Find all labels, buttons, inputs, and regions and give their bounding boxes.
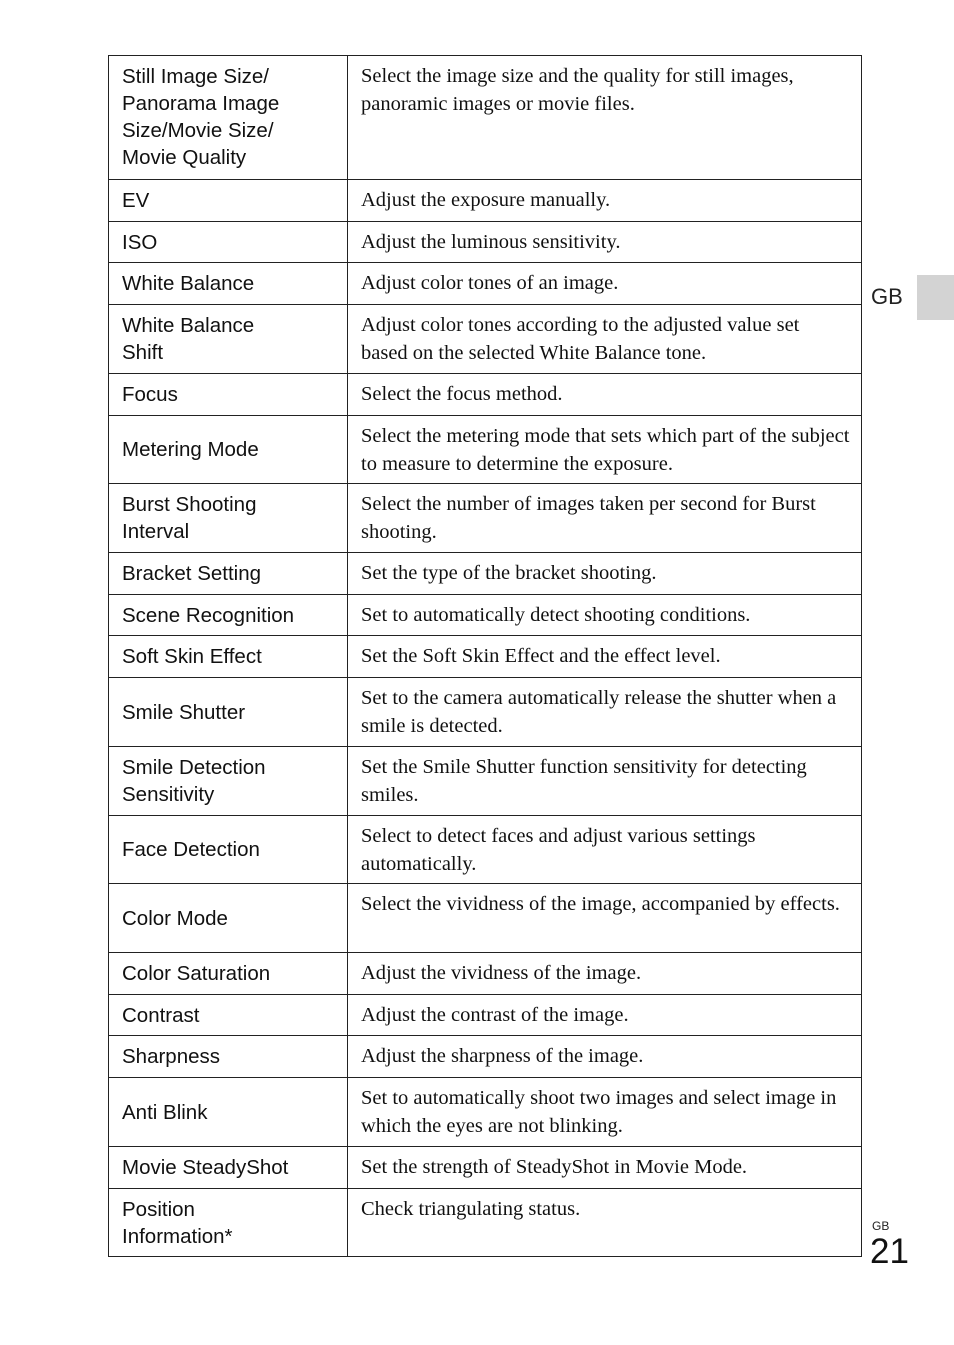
setting-description: Adjust color tones according to the adjusted value set based on the selected White Balance tone.	[348, 305, 862, 374]
setting-description: Select the focus method.	[348, 374, 862, 416]
setting-name: Smile Shutter	[109, 678, 348, 747]
setting-name: Soft Skin Effect	[109, 636, 348, 678]
setting-name: Scene Recognition	[109, 595, 348, 636]
table-row	[109, 1036, 862, 1078]
table-row	[109, 374, 862, 416]
setting-description: Set the Soft Skin Effect and the effect level.	[348, 636, 862, 678]
table-row	[109, 636, 862, 678]
setting-description: Select the metering mode that sets which part of the subject to measure to determine the exposure.	[348, 416, 862, 484]
setting-name: White Balance Shift	[109, 305, 348, 374]
setting-description: Check triangulating status.	[348, 1189, 862, 1257]
table-row	[109, 595, 862, 636]
setting-description: Set to the camera automatically release the shutter when a smile is detected.	[348, 678, 862, 747]
setting-name: Burst Shooting Interval	[109, 484, 348, 553]
table-row	[109, 884, 862, 953]
setting-description: Set the Smile Shutter function sensitivity for detecting smiles.	[348, 747, 862, 816]
table-row	[109, 995, 862, 1036]
side-tab-label: GB	[871, 284, 903, 309]
setting-name: Still Image Size/ Panorama Image Size/Movie Size/ Movie Quality	[109, 56, 348, 180]
setting-description: Set the strength of SteadyShot in Movie Mode.	[348, 1147, 862, 1189]
table-row	[109, 1189, 862, 1257]
setting-name: Sharpness	[109, 1036, 348, 1078]
setting-description: Adjust the sharpness of the image.	[348, 1036, 862, 1078]
setting-description: Adjust the vividness of the image.	[348, 953, 862, 995]
setting-name: Movie SteadyShot	[109, 1147, 348, 1189]
table-row	[109, 678, 862, 747]
setting-name: Color Saturation	[109, 953, 348, 995]
setting-name: Smile Detection Sensitivity	[109, 747, 348, 816]
setting-description: Select to detect faces and adjust various settings automatically.	[348, 816, 862, 884]
setting-name: Focus	[109, 374, 348, 416]
setting-name: Bracket Setting	[109, 553, 348, 595]
setting-description: Adjust the contrast of the image.	[348, 995, 862, 1036]
setting-name: Contrast	[109, 995, 348, 1036]
setting-description: Select the image size and the quality for still images, panoramic images or movie files.	[348, 56, 862, 180]
table-row	[109, 180, 862, 222]
table-row	[109, 416, 862, 484]
side-tab-marker	[917, 275, 954, 320]
settings-table	[108, 55, 862, 1257]
setting-description: Select the vividness of the image, accompanied by effects.	[348, 884, 862, 953]
table-row	[109, 553, 862, 595]
setting-name: Metering Mode	[109, 416, 348, 484]
setting-name: Position Information*	[109, 1189, 348, 1257]
setting-name: Anti Blink	[109, 1078, 348, 1147]
table-row	[109, 263, 862, 305]
setting-description: Set the type of the bracket shooting.	[348, 553, 862, 595]
setting-description: Adjust color tones of an image.	[348, 263, 862, 305]
table-row	[109, 953, 862, 995]
setting-description: Select the number of images taken per second for Burst shooting.	[348, 484, 862, 553]
page-number: 21	[870, 1232, 909, 1271]
setting-name: White Balance	[109, 263, 348, 305]
table-row	[109, 222, 862, 263]
setting-description: Set to automatically shoot two images and select image in which the eyes are not blinking.	[348, 1078, 862, 1147]
table-row	[109, 56, 862, 180]
table-row	[109, 1078, 862, 1147]
setting-name: Color Mode	[109, 884, 348, 953]
setting-name: Face Detection	[109, 816, 348, 884]
setting-name: EV	[109, 180, 348, 222]
setting-description: Set to automatically detect shooting conditions.	[348, 595, 862, 636]
table-row	[109, 1147, 862, 1189]
setting-description: Adjust the luminous sensitivity.	[348, 222, 862, 263]
table-row	[109, 484, 862, 553]
table-row	[109, 816, 862, 884]
setting-name: ISO	[109, 222, 348, 263]
table-row	[109, 747, 862, 816]
setting-description: Adjust the exposure manually.	[348, 180, 862, 222]
page-region-label: GB	[872, 1219, 890, 1233]
table-row	[109, 305, 862, 374]
